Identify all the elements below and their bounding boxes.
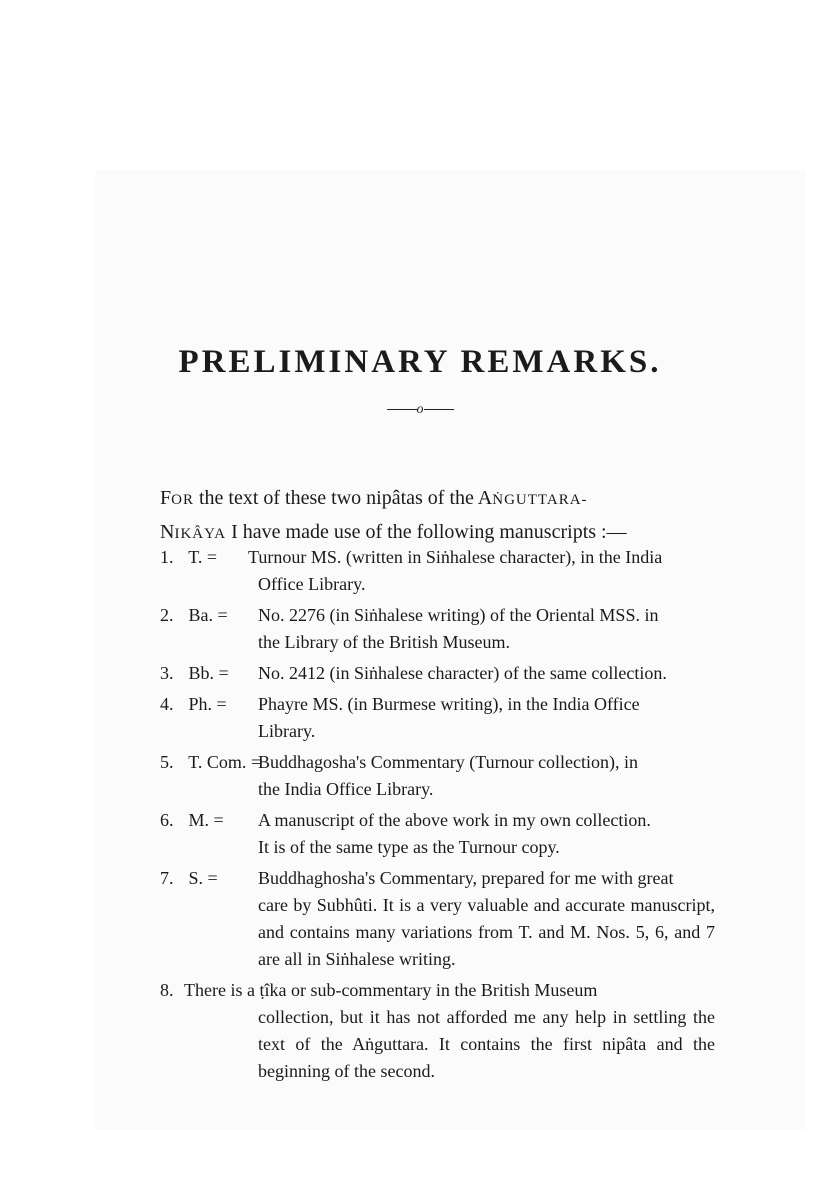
list-item [160,691,715,745]
entry-number: 2. [160,605,174,625]
intro-nikaya-cap: N [160,521,175,543]
entry-lead [160,660,229,687]
intro-for-cap: F [160,487,172,509]
entry-number: 5. [160,752,174,772]
entry-label: T. Com. = [188,752,262,772]
entry-lead [160,977,184,1004]
entry-rest: Office Library. [258,574,366,594]
intro-text-1: the text of these two nipâtas of the [193,487,478,509]
list-item [160,977,715,1085]
entry-number: 7. [160,868,174,888]
page-title: PRELIMINARY REMARKS. [178,344,662,381]
entry-number: 3. [160,663,174,683]
entry-first-line: Turnour MS. (written in Siṅhalese character), in the India [248,547,663,567]
entry-first-line: No. 2412 (in Siṅhalese character) of the same collection. [258,663,667,683]
divider-rule-left [387,409,417,410]
entry-number: 1. [160,547,174,567]
list-item [160,865,715,973]
list-item [160,660,715,687]
intro-text-2: I have made use of the following manuscripts :— [226,521,627,543]
entry-label: T. = [188,547,217,567]
entry-lead [160,749,261,776]
entry-first-line: Buddhagosha's Commentary (Turnour collection), in [258,752,639,772]
divider-mark: o [416,402,424,417]
entry-first-line: No. 2276 (in Siṅhalese writing) of the Oriental MSS. in [258,605,659,625]
entry-number: 8. [160,980,174,1000]
intro-nikaya-small: IKÂYA [174,526,227,542]
entry-lead [160,602,228,629]
entry-label: S. = [188,868,218,888]
intro-paragraph [160,482,715,550]
entry-number: 4. [160,694,174,714]
entry-rest: collection, but it has not afforded me any help in settling the text of the Aṅguttara. It contains the first nipâta and the beginning of the second. [258,1007,715,1081]
intro-anguttara-small: ṄGUTTARA- [492,492,588,508]
ornamental-divider [0,402,840,418]
list-item [160,544,715,598]
entry-lead [160,865,218,892]
entry-rest: the Library of the British Museum. [258,632,510,652]
entry-first-line: A manuscript of the above work in my own collection. [258,810,651,830]
entry-lead [160,544,217,571]
list-item [160,749,715,803]
entry-rest: care by Subhûti. It is a very valuable and accurate manuscript, and contains many variations from T. and M. Nos. 5, 6, and 7 are all in Siṅhalese writing. [258,895,715,969]
entry-first-line: There is a ṭîka or sub-commentary in the British Museum [184,980,598,1000]
entry-lead [160,691,227,718]
entry-lead [160,807,224,834]
entry-first-line: Phayre MS. (in Burmese writing), in the India Office [258,694,640,714]
manuscript-list [160,544,715,1089]
entry-label: Ph. = [188,694,227,714]
entry-first-line: Buddhaghosha's Commentary, prepared for me with great [258,868,674,888]
entry-label: Bb. = [188,663,229,683]
list-item [160,807,715,861]
intro-for-small: OR [171,492,194,508]
entry-rest: the India Office Library. [258,779,434,799]
entry-label: Ba. = [188,605,228,625]
entry-label: M. = [188,810,224,830]
entry-rest: Library. [258,721,316,741]
divider-rule-right [424,409,454,410]
intro-anguttara-cap: A [477,487,493,509]
list-item [160,602,715,656]
entry-rest: It is of the same type as the Turnour copy. [258,837,560,857]
entry-number: 6. [160,810,174,830]
